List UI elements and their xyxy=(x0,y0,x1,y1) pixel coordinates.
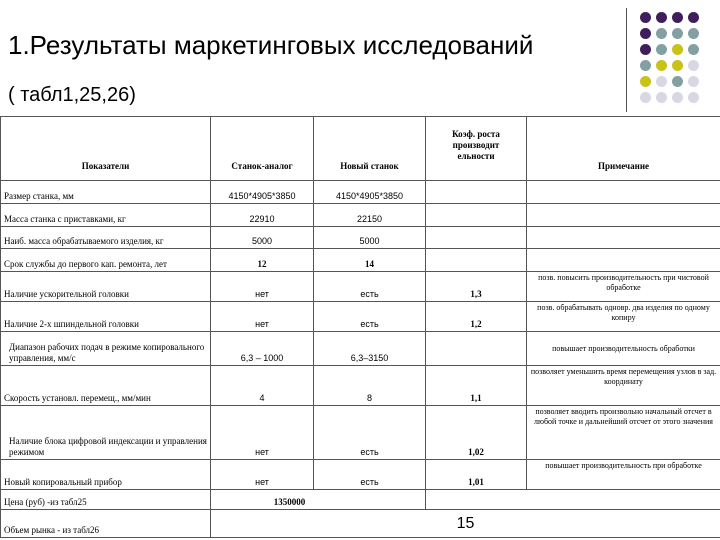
decor-dot xyxy=(688,92,699,103)
table-row xyxy=(1,249,720,272)
row-name: Скорость установл. перемещ., мм/мин xyxy=(1,366,211,406)
decor-dot xyxy=(688,76,699,87)
row-analog: 4150*4905*3850 xyxy=(211,181,314,204)
row-name: Диапазон рабочих подач в режиме копировального управления, мм/с xyxy=(1,332,211,366)
row-new: 6,3–3150 xyxy=(314,332,426,366)
decor-dot xyxy=(640,28,651,39)
decor-dot xyxy=(672,44,683,55)
decor-dot xyxy=(672,76,683,87)
price-row xyxy=(1,490,720,510)
decor-dot xyxy=(688,12,699,23)
row-coef: 1,01 xyxy=(426,460,527,490)
row-name: Масса станка с приставками, кг xyxy=(1,204,211,227)
slide-subtitle: ( табл1,25,26) xyxy=(8,84,136,106)
table-row xyxy=(1,406,720,460)
row-analog: нет xyxy=(211,272,314,302)
row-note xyxy=(527,204,720,227)
header-coef: Коэф. роста производит ельности xyxy=(426,117,527,181)
row-analog: нет xyxy=(211,302,314,332)
row-name: Новый копировальный прибор xyxy=(1,460,211,490)
row-name: Наличие ускорительной головки xyxy=(1,272,211,302)
row-analog: нет xyxy=(211,406,314,460)
row-coef xyxy=(426,204,527,227)
decor-dot xyxy=(688,60,699,71)
row-coef xyxy=(426,181,527,204)
header-new: Новый станок xyxy=(314,117,426,181)
row-name: Срок службы до первого кап. ремонта, лет xyxy=(1,249,211,272)
row-note: позв. повысить производительность при чистовой обработке xyxy=(527,272,720,302)
decor-dot xyxy=(672,60,683,71)
table-row xyxy=(1,272,720,302)
row-note: позволяет вводить произвольно начальный отсчет в любой точке и дальнейший отсчет от этого значения xyxy=(527,406,720,460)
decor-dot xyxy=(640,12,651,23)
page-number: 15 xyxy=(211,510,720,538)
row-coef: 1,1 xyxy=(426,366,527,406)
decor-dot xyxy=(688,44,699,55)
table-row xyxy=(1,332,720,366)
row-analog: нет xyxy=(211,460,314,490)
decor-dot xyxy=(640,76,651,87)
slide-title: 1.Результаты маркетинговых исследований xyxy=(8,30,534,60)
row-note xyxy=(527,181,720,204)
row-note: повышает производительность обработки xyxy=(527,332,720,366)
row-coef: 1,2 xyxy=(426,302,527,332)
row-name: Наиб. масса обрабатываемого изделия, кг xyxy=(1,227,211,249)
row-analog: 4 xyxy=(211,366,314,406)
decor-divider xyxy=(626,8,627,112)
table-row xyxy=(1,302,720,332)
table-header-row xyxy=(1,117,720,181)
decor-dot xyxy=(656,76,667,87)
row-analog: 5000 xyxy=(211,227,314,249)
row-name: Наличие блока цифровой индексации и управления режимом xyxy=(1,406,211,460)
decor-dot xyxy=(672,92,683,103)
row-note xyxy=(527,227,720,249)
row-analog: 6,3 – 1000 xyxy=(211,332,314,366)
table-row xyxy=(1,204,720,227)
table-row xyxy=(1,460,720,490)
row-name: Размер станка, мм xyxy=(1,181,211,204)
decor-dot xyxy=(656,60,667,71)
row-name: Наличие 2-х шпиндельной головки xyxy=(1,302,211,332)
row-new: 5000 xyxy=(314,227,426,249)
header-analog: Станок-аналог xyxy=(211,117,314,181)
comparison-table xyxy=(0,116,720,538)
header-indicator: Показатели xyxy=(1,117,211,181)
row-new: 22150 xyxy=(314,204,426,227)
price-label: Цена (руб) -из табл25 xyxy=(1,490,211,510)
decor-dot xyxy=(656,44,667,55)
row-note: позв. обрабатывать одновр. два изделия по одному копиру xyxy=(527,302,720,332)
row-note: повышает производительность при обработке xyxy=(527,460,720,490)
decor-dot xyxy=(656,92,667,103)
table-row xyxy=(1,227,720,249)
row-new: есть xyxy=(314,272,426,302)
decor-dot xyxy=(656,28,667,39)
price-blank xyxy=(426,490,720,510)
header-note: Примечание xyxy=(527,117,720,181)
decor-dot xyxy=(688,28,699,39)
row-coef: 1,3 xyxy=(426,272,527,302)
row-new: есть xyxy=(314,406,426,460)
row-note xyxy=(527,249,720,272)
row-analog: 22910 xyxy=(211,204,314,227)
decor-dot xyxy=(640,44,651,55)
row-note: позволяет уменьшить время перемещения узлов в зад. координату xyxy=(527,366,720,406)
decor-dot xyxy=(672,12,683,23)
table-row xyxy=(1,366,720,406)
row-coef: 1,02 xyxy=(426,406,527,460)
price-value: 1350000 xyxy=(211,490,426,510)
decor-dot xyxy=(672,28,683,39)
decor-dot xyxy=(640,92,651,103)
row-new: 14 xyxy=(314,249,426,272)
row-new: есть xyxy=(314,302,426,332)
row-coef xyxy=(426,249,527,272)
row-coef xyxy=(426,227,527,249)
market-label: Объем рынка - из табл26 xyxy=(1,510,211,538)
row-analog: 12 xyxy=(211,249,314,272)
row-coef xyxy=(426,332,527,366)
row-new: 4150*4905*3850 xyxy=(314,181,426,204)
row-new: есть xyxy=(314,460,426,490)
row-new: 8 xyxy=(314,366,426,406)
table-row xyxy=(1,181,720,204)
market-row xyxy=(1,510,720,538)
decor-dot xyxy=(640,60,651,71)
decor-dot xyxy=(656,12,667,23)
